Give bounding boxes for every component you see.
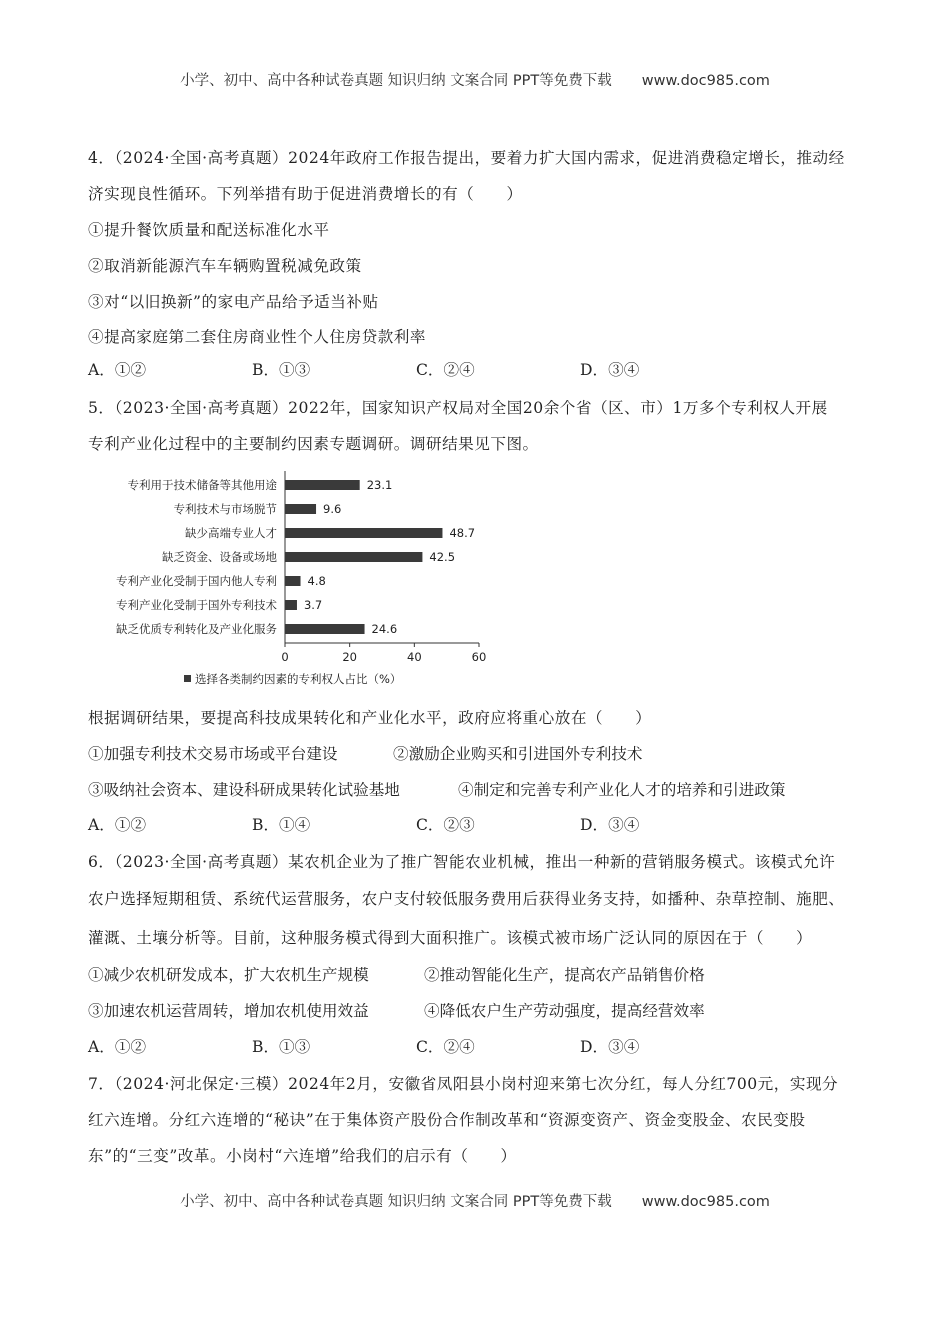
q4-item-4: ④提高家庭第二套住房商业性个人住房贷款利率 (88, 328, 426, 346)
q5-item-2: ②激励企业购买和引进国外专利技术 (393, 745, 643, 763)
q6-option-b: B．①③ (252, 1038, 311, 1056)
q6-stem-line3: 灌溉、土壤分析等。目前，这种服务模式得到大面积推广。该模式被市场广泛认同的原因在于（ ） (88, 929, 813, 947)
q4-stem-line2: 济实现良性循环。下列举措有助于促进消费增长的有（ ） (88, 185, 523, 203)
q4-option-b: B．①③ (252, 361, 311, 379)
chart-x-tick-label: 60 (471, 650, 487, 664)
footer-url[interactable]: www.doc985.com (641, 1194, 770, 1210)
header-url[interactable]: www.doc985.com (641, 73, 770, 89)
header-text: 小学、初中、高中各种试卷真题 知识归纳 文案合同 PPT等免费下载 (180, 73, 612, 89)
chart-category-label: 专利技术与市场脱节 (173, 502, 277, 516)
page-header (0, 69, 950, 90)
chart-category-label: 专利产业化受制于国外专利技术 (116, 598, 277, 612)
q7-stem-line3: 东”的“三变”改革。小岗村“六连增”给我们的启示有（ ） (88, 1147, 517, 1165)
chart-category-label: 专利用于技术储备等其他用途 (127, 478, 277, 492)
q4-stem-line1: 4．（2024·全国·高考真题）2024年政府工作报告提出，要着力扩大国内需求，促进消费稳定增长，推动经 (88, 149, 845, 167)
chart-value-label: 9.6 (323, 502, 342, 516)
q5-stem-line1: 5．（2023·全国·高考真题）2022年，国家知识产权局对全国20余个省（区、市）1万多个专利权人开展 (88, 399, 828, 417)
q6-stem-line1: 6．（2023·全国·高考真题）某农机企业为了推广智能农业机械，推出一种新的营销服务模式。该模式允许 (88, 853, 836, 871)
chart-legend-swatch (184, 675, 191, 682)
footer-text: 小学、初中、高中各种试卷真题 知识归纳 文案合同 PPT等免费下载 (180, 1194, 612, 1210)
q4-option-c: C．②④ (416, 361, 475, 379)
chart-category-label: 缺乏资金、设备或场地 (162, 550, 277, 564)
chart-bar (285, 480, 360, 490)
q5-option-b: B．①④ (252, 816, 311, 834)
q5-question: 根据调研结果，要提高科技成果转化和产业化水平，政府应将重心放在（ ） (88, 709, 652, 727)
chart-category-label: 缺乏优质专利转化及产业化服务 (116, 622, 277, 636)
q6-option-a: A．①② (88, 1038, 147, 1056)
chart-value-label: 48.7 (449, 526, 476, 540)
chart-x-tick-label: 40 (407, 650, 422, 664)
chart-bar (285, 504, 316, 514)
q6-item-3: ③加速农机运营周转，增加农机使用效益 (88, 1002, 369, 1020)
q5-item-3: ③吸纳社会资本、建设科研成果转化试验基地 (88, 781, 400, 799)
q4-item-1: ①提升餐饮质量和配送标准化水平 (88, 221, 330, 239)
q5-bar-chart (94, 463, 494, 688)
q6-option-d: D．③④ (580, 1038, 640, 1056)
q7-stem-line2: 红六连增。分红六连增的“秘诀”在于集体资产股份合作制改革和“资源变资产、资金变股金、农民变股 (88, 1111, 806, 1129)
q4-item-3: ③对“以旧换新”的家电产品给予适当补贴 (88, 293, 379, 311)
q5-item-1: ①加强专利技术交易市场或平台建设 (88, 745, 338, 763)
chart-value-label: 42.5 (429, 550, 456, 564)
chart-value-label: 23.1 (366, 478, 393, 492)
q5-option-d: D．③④ (580, 816, 640, 834)
chart-value-label: 3.7 (303, 598, 323, 612)
q5-option-c: C．②③ (416, 816, 475, 834)
chart-category-label: 专利产业化受制于国内他人专利 (116, 574, 277, 588)
q5-option-a: A．①② (88, 816, 147, 834)
q4-option-a: A．①② (88, 361, 147, 379)
chart-x-tick-label: 0 (281, 650, 289, 664)
q4-item-2: ②取消新能源汽车车辆购置税减免政策 (88, 257, 362, 275)
chart-bar (285, 600, 297, 610)
chart-value-label: 24.6 (371, 622, 398, 636)
chart-x-tick-label: 20 (342, 650, 357, 664)
chart-bar (285, 576, 301, 586)
q5-item-4: ④制定和完善专利产业化人才的培养和引进政策 (458, 781, 786, 799)
chart-bar (285, 552, 422, 562)
chart-value-label: 4.8 (307, 574, 326, 588)
chart-category-label: 缺少高端专业人才 (185, 526, 277, 540)
q4-option-d: D．③④ (580, 361, 640, 379)
q6-stem-line2: 农户选择短期租赁、系统代运营服务，农户支付较低服务费用后获得业务支持，如播种、杂草控制、施肥、 (88, 890, 845, 908)
q6-item-4: ④降低农户生产劳动强度，提高经营效率 (424, 1002, 705, 1020)
chart-bar (285, 528, 442, 538)
q5-stem-line2: 专利产业化过程中的主要制约因素专题调研。调研结果见下图。 (88, 435, 539, 453)
q6-item-2: ②推动智能化生产，提高农产品销售价格 (424, 966, 705, 984)
page-footer (0, 1190, 950, 1211)
q6-item-1: ①减少农机研发成本，扩大农机生产规模 (88, 966, 369, 984)
chart-legend-label: 选择各类制约因素的专利权人占比（%） (195, 672, 402, 686)
chart-bar (285, 624, 365, 634)
q6-option-c: C．②④ (416, 1038, 475, 1056)
q7-stem-line1: 7．（2024·河北保定·三模）2024年2月，安徽省凤阳县小岗村迎来第七次分红，每人分红700元，实现分 (88, 1075, 839, 1093)
